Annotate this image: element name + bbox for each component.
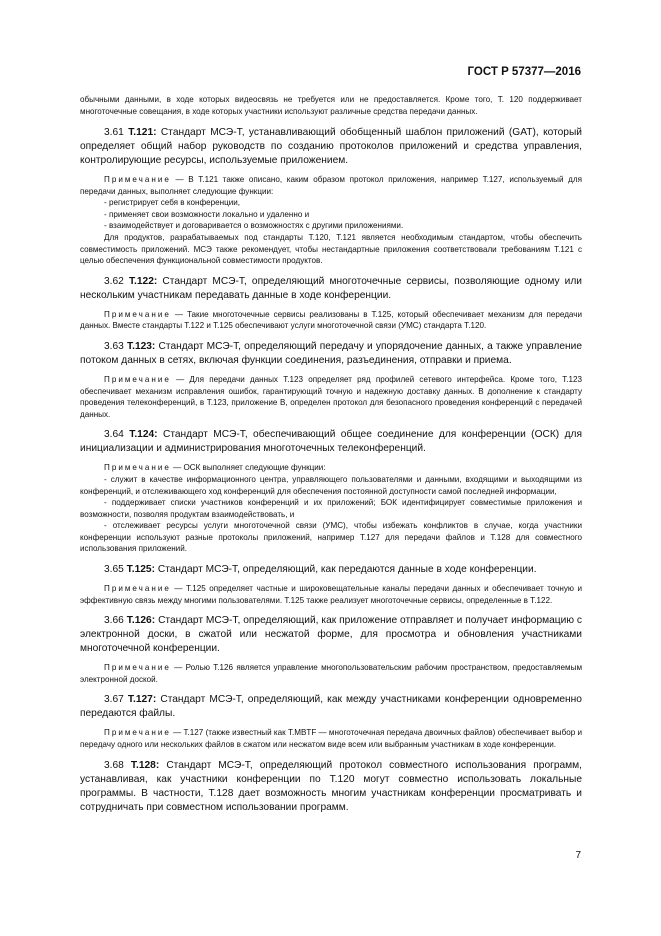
term-definition: Стандарт МСЭ-Т, определяющий многоточечные сервисы, позволяющие одному или нескольким участникам передавать данные в ходе конференции.: [80, 275, 582, 301]
page-number: 7: [575, 850, 581, 861]
note-extra: Для продуктов, разрабатываемых под стандарты Т.120, Т.121 является необходимым стандартом, чтобы обеспечить совместимость приложений. МСЭ также рекомендует, чтобы нестандартные приложения соответствовали требованиям Т.121 с целью обеспечения функциональной совместимости продуктов.: [80, 232, 582, 266]
term-number: 3.67: [104, 694, 124, 706]
note-3-64: [80, 462, 582, 474]
term-definition: Стандарт МСЭ-Т, обеспечивающий общее соединение для конференции (ОСК) для инициализации и администрирования многоточечных телеконференций.: [80, 429, 582, 455]
note-text: — Для передачи данных Т.123 определяет ряд профилей сетевого интерфейса. Кроме того, Т.123 обеспечивает механизм исправления ошибок, гарантирующий точную и надежную доставку данных. В дополнение к стандарту проведения телеконференций, в Т.123, приложение В, определен протокол для безопасного проведения конференций с передачей данных.: [80, 374, 583, 419]
term-3-63: [80, 340, 582, 368]
term-definition: Стандарт МСЭ-Т, определяющий, как приложение отправляет и получает информацию с электронной доски, в сжатой или несжатой форме, для просмотра и обновления участниками многоточечной конференции.: [80, 615, 583, 655]
term-title: T.121:: [128, 127, 157, 138]
term-definition: Стандарт МСЭ-Т, определяющий передачу и упорядочение данных, а также управление потоком данных в сетях, включая функции соединения, разъединения, отправки и приема.: [80, 340, 582, 366]
note-label: Примечание: [104, 728, 171, 738]
term-title: T.123:: [127, 340, 156, 352]
note-text: — Т.127 (также известный как T.MBTF — многоточечная передача двоичных файлов) обеспечивает выбор и передачу одного или нескольких файлов в сжатом или несжатом виде всем или выбранным участникам в ходе конференции.: [80, 728, 583, 750]
term-title: T.125:: [126, 564, 155, 576]
term-number: 3.61: [104, 127, 124, 138]
term-number: 3.63: [104, 340, 124, 352]
term-definition: Стандарт МСЭ-Т, устанавливающий обобщенный шаблон приложений (GAT), который определяет общий набор руководств по созданию протоколов приложений и средства управления, контролирующие ресурсы, используемые приложением.: [80, 127, 582, 166]
list-item: - служит в качестве информационного центра, управляющего пользователями и данными, входящими и выходящими из конференций, и отслеживающего ход конференций для обеспечения постоянной доступности самой последней информации,: [80, 474, 582, 496]
page-content: [80, 94, 582, 815]
note-3-65: [80, 583, 582, 606]
list-item: - регистрирует себя в конференции,: [104, 198, 241, 208]
term-title: T.124:: [129, 429, 158, 441]
note-label: Примечание: [104, 374, 171, 384]
standard-header: ГОСТ Р 57377—2016: [467, 66, 581, 78]
list-item: - взаимодействует и договаривается о возможностях с другими приложениями.: [104, 221, 404, 231]
term-3-68: [80, 759, 582, 815]
term-definition: Стандарт МСЭ-Т, определяющий протокол совместного использования программ, устанавливая, как участники конференции по Т.120 могут совместно использовать локальные программы. В частности, Т.128 дает возможность многим участникам конференции просматривать и сотрудничать при совместном использовании программ.: [80, 759, 582, 813]
term-number: 3.68: [104, 759, 124, 771]
note-text: — Такие многоточечные сервисы реализованы в Т.125, который обеспечивает механизм для передачи данных. Вместе стандарты Т.122 и Т.125 обеспечивают услуги многоточечной связи (УМС) стандарта Т.120.: [80, 309, 582, 331]
note-text: — Т.125 определяет частные и широковещательные каналы передачи данных и обеспечивает точную и эффективную связь между многими пользователями. Т.125 также реализует многоточечные сервисы, определенные в Т.122.: [80, 584, 582, 605]
note-label: Примечание: [104, 584, 171, 594]
term-number: 3.62: [104, 275, 124, 287]
note-text: — Ролью Т.126 является управление многопользовательским рабочим пространством, предоставляемым электронной доской.: [80, 663, 583, 684]
term-number: 3.64: [104, 429, 124, 441]
note-3-62: [80, 309, 582, 332]
list-item: - применяет свои возможности локально и удаленно и: [104, 209, 310, 219]
term-title: T.127:: [127, 694, 157, 706]
term-title: T.126:: [126, 615, 156, 627]
intro-paragraph: обычными данными, в ходе которых видеосвязь не требуется или не предоставляется. Кроме того, Т. 120 поддерживает многоточечные совещания, в ходе которых участники используют различные средства передачи данных.: [80, 95, 582, 116]
list-item: - отслеживает ресурсы услуги многоточечной связи (УМС), чтобы избежать конфликтов в случае, когда участники конференции используют разные протоколы приложений, например Т.127 для передачи файлов и Т.128 для совместного использования приложений.: [80, 521, 582, 554]
term-title: T.122:: [128, 275, 158, 287]
note-3-61: [80, 174, 582, 197]
note-label: Примечание: [104, 663, 171, 673]
note-3-63: [80, 374, 582, 420]
note-3-67: [80, 727, 582, 750]
term-3-61: [80, 126, 582, 168]
term-number: 3.65: [104, 564, 124, 576]
term-3-62: [80, 275, 582, 303]
note-label: Примечание: [104, 175, 171, 184]
term-definition: Стандарт МСЭ-Т, определяющий, как между участниками конференции одновременно передаются файлы.: [80, 694, 582, 720]
term-3-64: [80, 428, 582, 456]
note-text: — ОСК выполняет следующие функции:: [173, 463, 326, 473]
term-3-67: [80, 693, 582, 721]
term-title: T.128:: [130, 759, 160, 771]
list-item: - поддерживает списки участников конференций и их приложений; БОК идентифицирует совместимые приложения и возможности, позволяя продуктам взаимодействовать, и: [80, 498, 582, 519]
note-label: Примечание: [104, 463, 171, 473]
note-label: Примечание: [104, 309, 171, 319]
term-definition: Стандарт МСЭ-Т, определяющий, как передаются данные в ходе конференции.: [157, 564, 537, 576]
term-number: 3.66: [104, 615, 124, 627]
term-3-66: [80, 614, 582, 656]
note-3-66: [80, 662, 582, 685]
term-3-65: [80, 563, 582, 577]
note-text: — В Т.121 также описано, каким образом протокол приложения, например Т.127, используемый для передачи данных, выполняет следующие функции:: [80, 175, 582, 196]
